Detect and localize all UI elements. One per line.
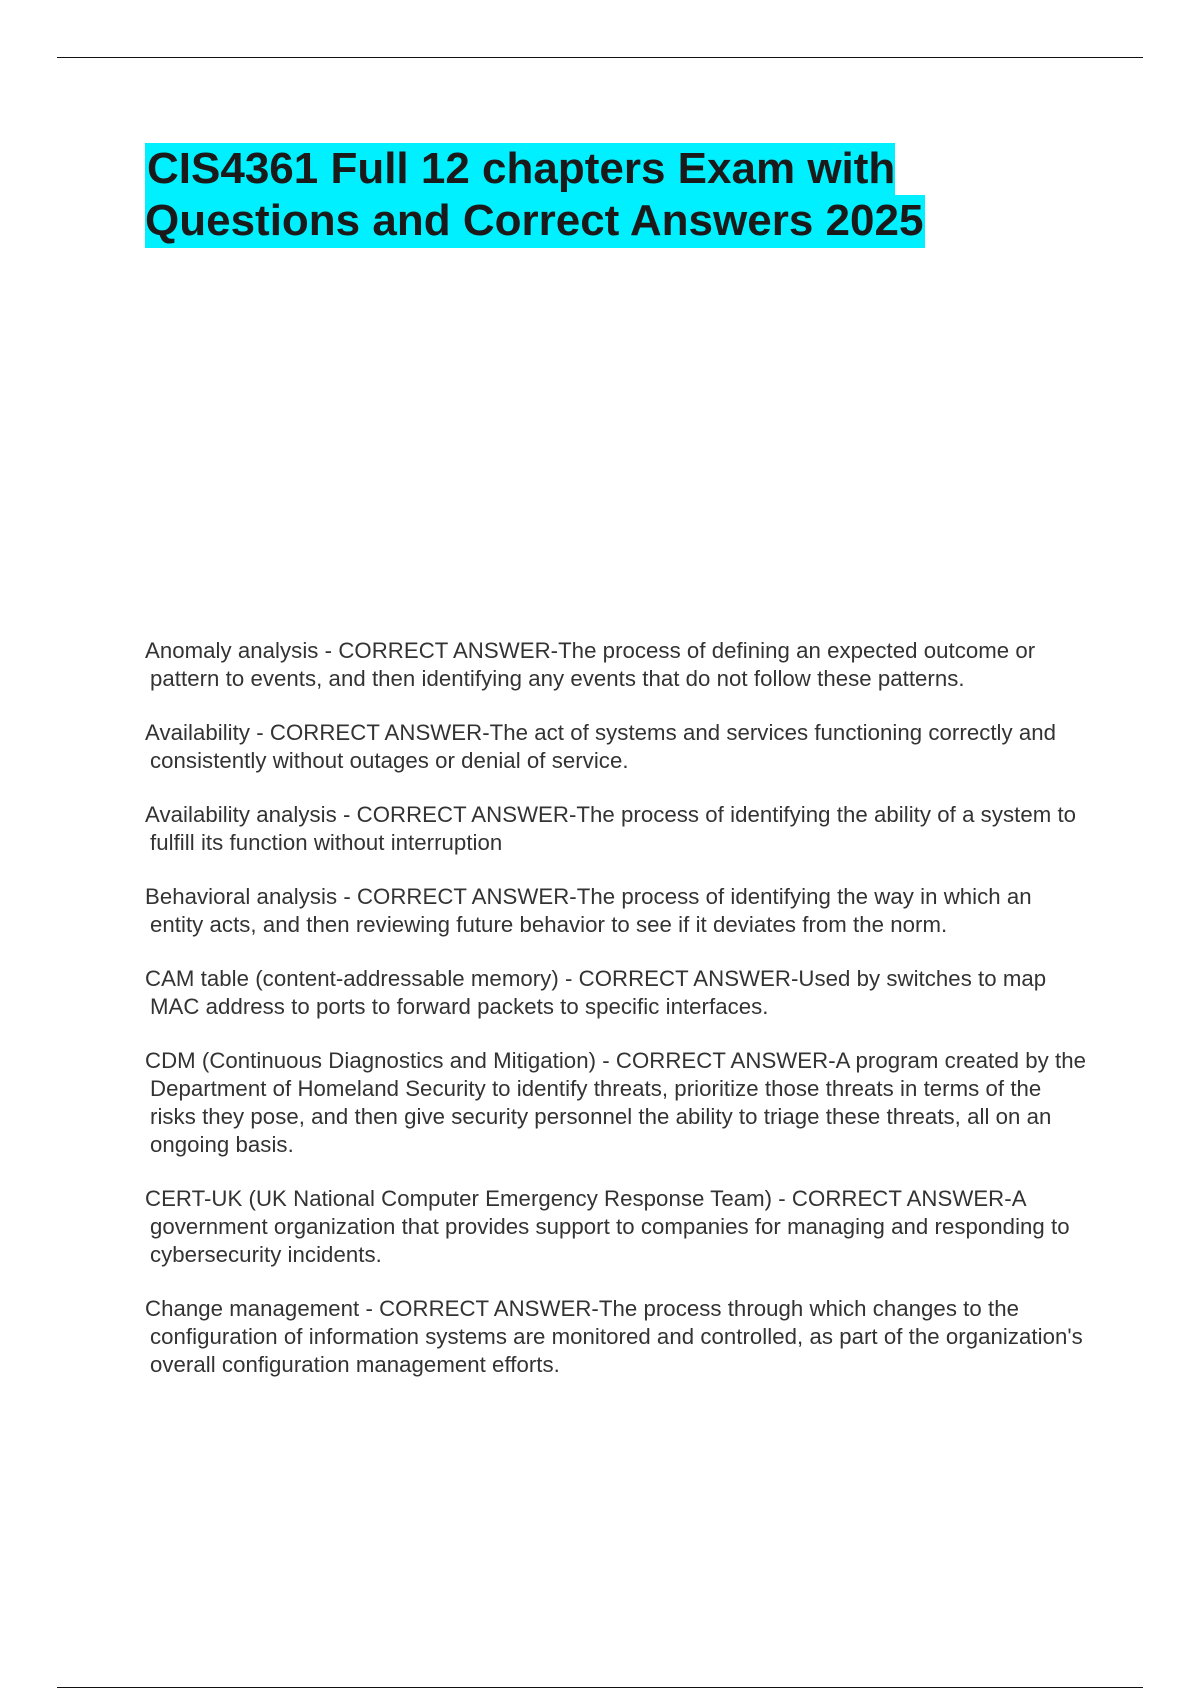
term-entry: Availability analysis - CORRECT ANSWER-The process of identifying the ability of a system to fulfill its function without interruption (145, 802, 1077, 855)
footer-rule (57, 1687, 1143, 1688)
term-entry: CDM (Continuous Diagnostics and Mitigation) - CORRECT ANSWER-A program created by the Department of Homeland Security to identify threats, prioritize those threats in terms of the risks they pose, and then give security personnel the ability to triage these threats, all on an ongoing basis. (145, 1048, 1086, 1157)
term-list (145, 637, 1090, 1405)
term-entry: CERT-UK (UK National Computer Emergency Response Team) - CORRECT ANSWER-A government organization that provides support to companies for managing and responding to cybersecurity incidents. (145, 1186, 1070, 1267)
header-rule (57, 57, 1143, 58)
term-entry: Change management - CORRECT ANSWER-The process through which changes to the configuration of information systems are monitored and controlled, as part of the organization's overall configuration management efforts. (145, 1296, 1083, 1377)
term-entry: CAM table (content-addressable memory) - CORRECT ANSWER-Used by switches to map MAC address to ports to forward packets to specific interfaces. (145, 966, 1047, 1019)
term-entry: Availability - CORRECT ANSWER-The act of systems and services functioning correctly and consistently without outages or denial of service. (145, 720, 1057, 773)
title-highlight: CIS4361 Full 12 chapters Exam with Questions and Correct Answers 2025 (145, 143, 925, 248)
document-title (145, 143, 1045, 247)
term-entry: Anomaly analysis - CORRECT ANSWER-The process of defining an expected outcome or pattern to events, and then identifying any events that do not follow these patterns. (145, 638, 1036, 691)
term-entry: Behavioral analysis - CORRECT ANSWER-The process of identifying the way in which an entity acts, and then reviewing future behavior to see if it deviates from the norm. (145, 884, 1032, 937)
